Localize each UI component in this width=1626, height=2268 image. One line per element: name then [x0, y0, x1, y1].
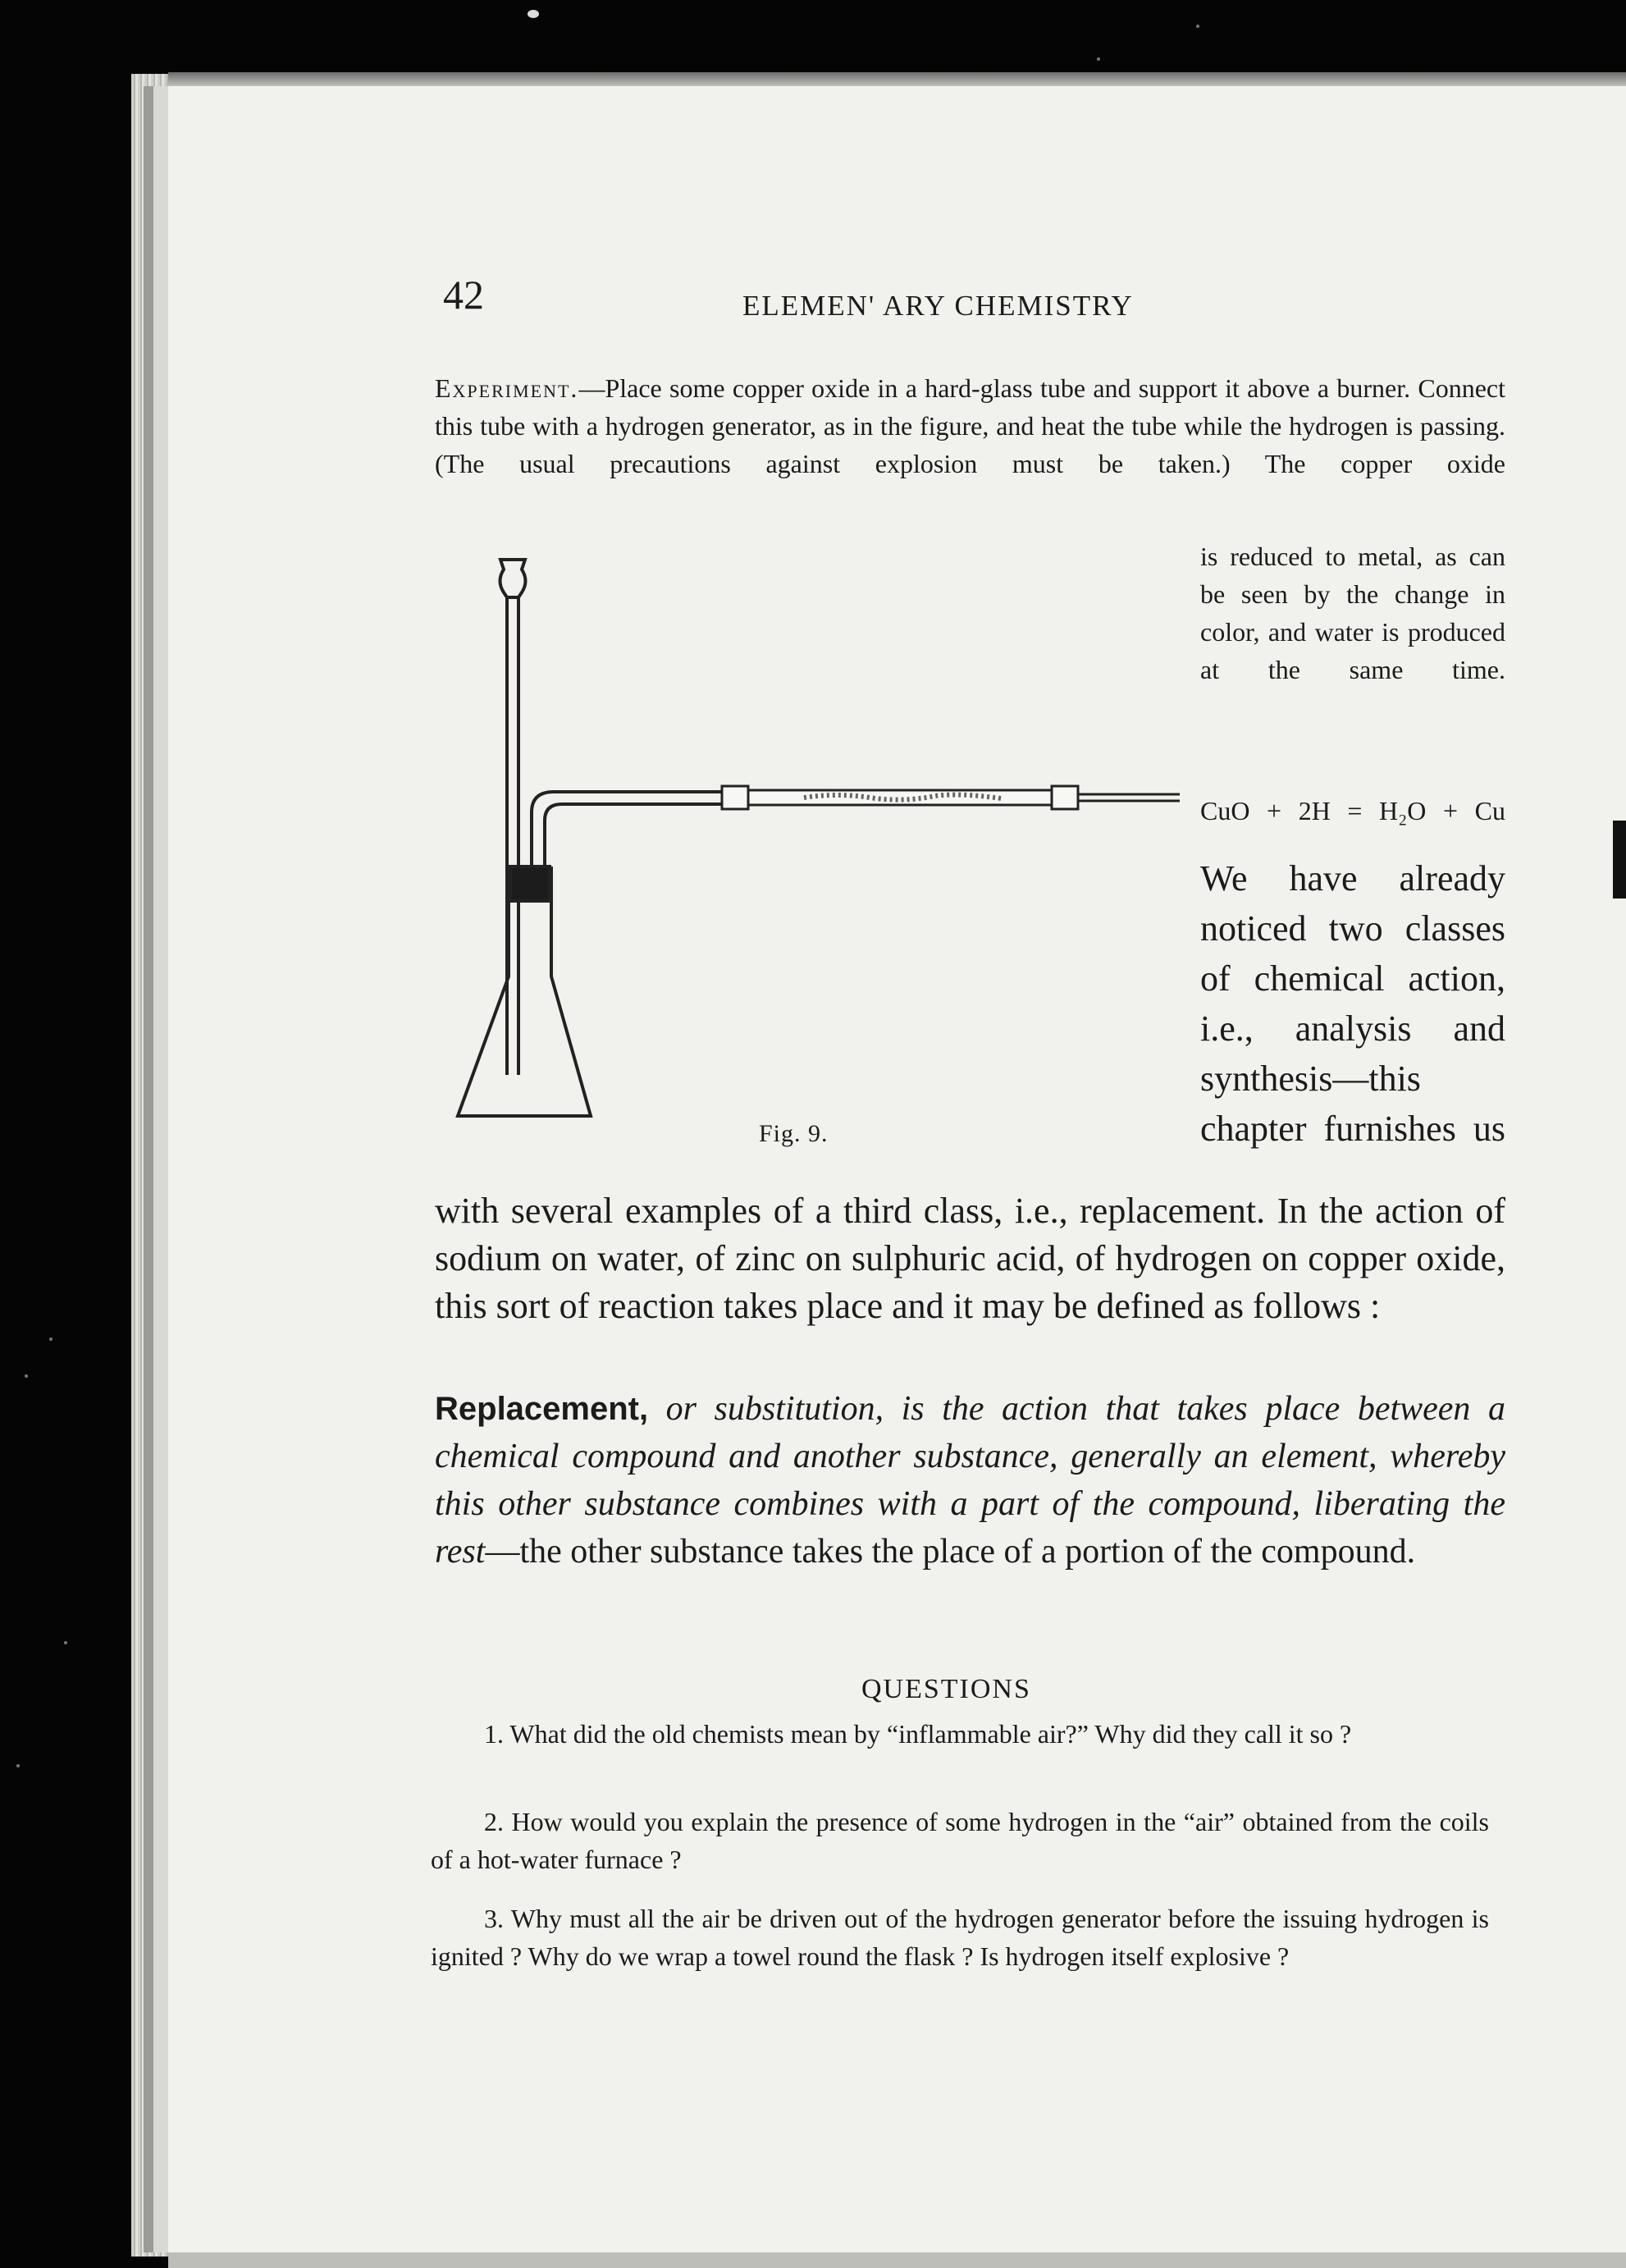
- page-stack-edge: [131, 74, 171, 2257]
- definition-paragraph: [435, 1385, 1505, 1575]
- definition-term: Replacement,: [435, 1391, 649, 1427]
- question-item: 3. Why must all the air be driven out of the hydrogen generator before the issuing hydrogen is ignited ? Why do we wrap a towel round the flask ? Is hydrogen itself explosive ?: [431, 1904, 1489, 1971]
- flask: [458, 867, 591, 1116]
- figure-caption: Fig. 9.: [759, 1120, 829, 1147]
- scan-margin-mark: [1613, 821, 1626, 899]
- body-paragraph: with several examples of a third class, i.e., replacement. In the action of sodium on water, of zinc on sulphuric acid, of hydrogen on copper oxide, this sort of reaction takes place and it may be defined as follows :: [435, 1191, 1505, 1326]
- experiment-label: Experiment.: [435, 373, 579, 403]
- funnel-bulb: [500, 560, 526, 597]
- experiment-text: —Place some copper oxide in a hard-glass tube and support it above a burner. Connect this tube with a hydrogen generator, as in the figure, and heat the tube while the hydrogen is passing. (The usual precautions against explosion must be taken.) The copper oxide: [435, 373, 1505, 478]
- page-number: 42: [443, 272, 484, 318]
- questions-heading: QUESTIONS: [861, 1674, 1031, 1704]
- definition-italic-text: or substitution, is the action that takes place between a chemical compound and another substance, generally an element, whereby this other substance combines with a part of the compound, liberating the rest: [435, 1390, 1505, 1571]
- chemical-equation: CuO + 2H = H₂O + Cu: [1200, 796, 1505, 825]
- definition-roman-text: —the other substance takes the place of a portion of the compound.: [485, 1533, 1416, 1571]
- scan-speck: [49, 1337, 53, 1341]
- scan-speck: [1097, 57, 1100, 61]
- hard-glass-tube: [722, 786, 1180, 809]
- scan-speck: [1196, 25, 1199, 28]
- scan-speck: [16, 1764, 20, 1767]
- scan-speck: [64, 1641, 67, 1644]
- page-bottom-edge: [168, 2252, 1626, 2268]
- scan-speck: [25, 1374, 28, 1378]
- side-column-large-text: We have already noticed two classes of chemical action, i.e., analysis and synthesis—this chapter furnishes us: [1200, 858, 1505, 1149]
- question-item: 2. How would you explain the presence of some hydrogen in the “air” obtained from the coils of a hot-water furnace ?: [431, 1807, 1489, 1874]
- experiment-paragraph: [435, 369, 1505, 482]
- scan-speck: [528, 10, 539, 18]
- question-item: 1. What did the old chemists mean by “inflammable air?” Why did they call it so ?: [484, 1719, 1352, 1749]
- running-head: ELEMEN' ARY CHEMISTRY: [742, 290, 1134, 322]
- side-column-text: is reduced to metal, as can be seen by the change in color, and water is produced at the same time.: [1200, 542, 1505, 684]
- delivery-tube: [532, 792, 722, 867]
- thistle-tube: [507, 597, 518, 1075]
- hydrogen-generator-flask-with-tube-icon: [443, 550, 1181, 1124]
